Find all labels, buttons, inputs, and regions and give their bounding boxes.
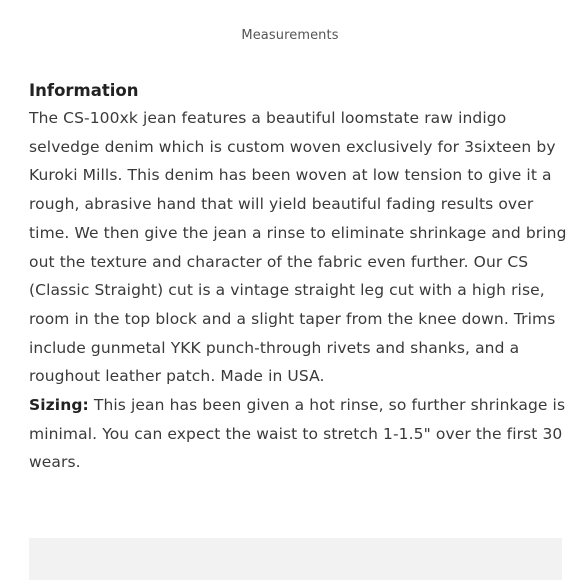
sizing-paragraph: [29, 391, 569, 477]
content-panel: [29, 538, 562, 580]
sizing-text: This jean has been given a hot rinse, so further shrinkage is minimal. You can expect the waist to stretch 1-1.5" over the first 30 wears.: [29, 396, 566, 472]
information-section: [29, 80, 569, 477]
sizing-label: Sizing:: [29, 396, 89, 415]
product-description: The CS-100xk jean features a beautiful loomstate raw indigo selvedge denim which is custom woven exclusively for 3sixteen by Kuroki Mills. This denim has been woven at low tension to give it a rough, abrasive hand that will yield beautiful fading results over time. We then give the jean a rinse to eliminate shrinkage and bring out the texture and character of the fabric even further. Our CS (Classic Straight) cut is a vintage straight leg cut with a high rise, room in the top block and a slight taper from the knee down. Trims include gunmetal YKK punch-through rivets and shanks, and a roughout leather patch. Made in USA.: [29, 109, 567, 386]
information-heading: Information: [29, 81, 139, 100]
measurements-link[interactable]: Measurements: [241, 28, 339, 43]
